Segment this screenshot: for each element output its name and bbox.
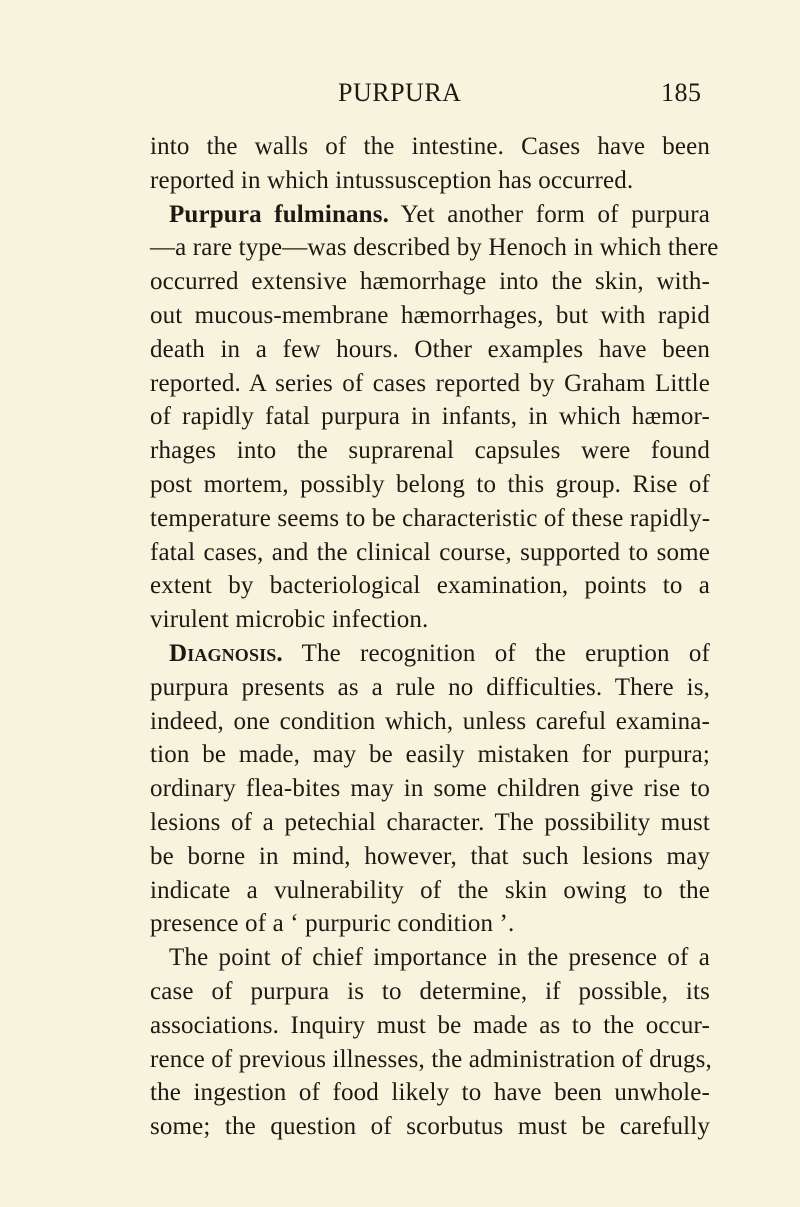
text-line: purpura presents as a rule no difficulties. There is, — [150, 673, 710, 701]
section-heading-diagnosis: Diagnosis. — [169, 639, 283, 667]
page-number: 185 — [661, 78, 702, 107]
body-text — [150, 130, 719, 1144]
text-line: post mortem, possibly belong to this group. Rise of — [150, 470, 710, 498]
text-line: rence of previous illnesses, the administration of drugs, — [150, 1045, 712, 1073]
text-line: virulent microbic infection. — [150, 606, 429, 634]
text-line: reported in which intussusception has occurred. — [150, 166, 634, 194]
text-fragment: The recognition of the eruption of — [282, 639, 710, 667]
paragraph-lead-line — [150, 198, 710, 232]
section-heading-purpura-fulminans: Purpura fulminans. — [169, 200, 390, 228]
text-line: out mucous-membrane hæmorrhages, but with rapid — [150, 301, 710, 329]
text-line: the ingestion of food likely to have been unwhole- — [150, 1079, 710, 1107]
running-title: PURPURA — [338, 78, 462, 107]
text-line: some; the question of scorbutus must be carefully — [150, 1113, 710, 1141]
text-line: indicate a vulnerability of the skin owing to the — [150, 876, 710, 904]
text-line: of rapidly fatal purpura in infants, in which hæmor- — [150, 403, 710, 431]
text-line: lesions of a petechial character. The possibility must — [150, 808, 710, 836]
text-line: ordinary flea-bites may in some children give rise to — [150, 775, 710, 803]
text-line: temperature seems to be characteristic of these rapidly- — [150, 504, 711, 532]
text-line: rhages into the suprarenal capsules were found — [150, 437, 710, 465]
paragraph-lead-line — [150, 637, 710, 671]
text-line: be borne in mind, however, that such lesions may — [150, 842, 710, 870]
text-line: reported. A series of cases reported by Graham Little — [150, 369, 710, 397]
text-line: extent by bacteriological examination, points to a — [150, 572, 710, 600]
text-line: case of purpura is to determine, if possible, its — [150, 977, 710, 1005]
text-line: associations. Inquiry must be made as to the occur- — [150, 1011, 710, 1039]
text-line: presence of a ‘ purpuric condition ’. — [150, 910, 515, 938]
text-line: indeed, one condition which, unless careful examina- — [150, 707, 710, 735]
text-line: The point of chief importance in the presence of a — [169, 944, 710, 972]
text-fragment: Yet another form of purpura — [389, 200, 711, 228]
text-line: —a rare type—was described by Henoch in which there — [150, 234, 719, 262]
text-line: into the walls of the intestine. Cases have been — [150, 133, 710, 160]
text-line: tion be made, may be easily mistaken for purpura; — [150, 741, 710, 769]
text-line: occurred extensive hæmorrhage into the skin, with- — [150, 268, 710, 296]
running-head — [0, 78, 800, 114]
text-line: fatal cases, and the clinical course, supported to some — [150, 538, 710, 566]
text-line: death in a few hours. Other examples have been — [150, 335, 710, 363]
